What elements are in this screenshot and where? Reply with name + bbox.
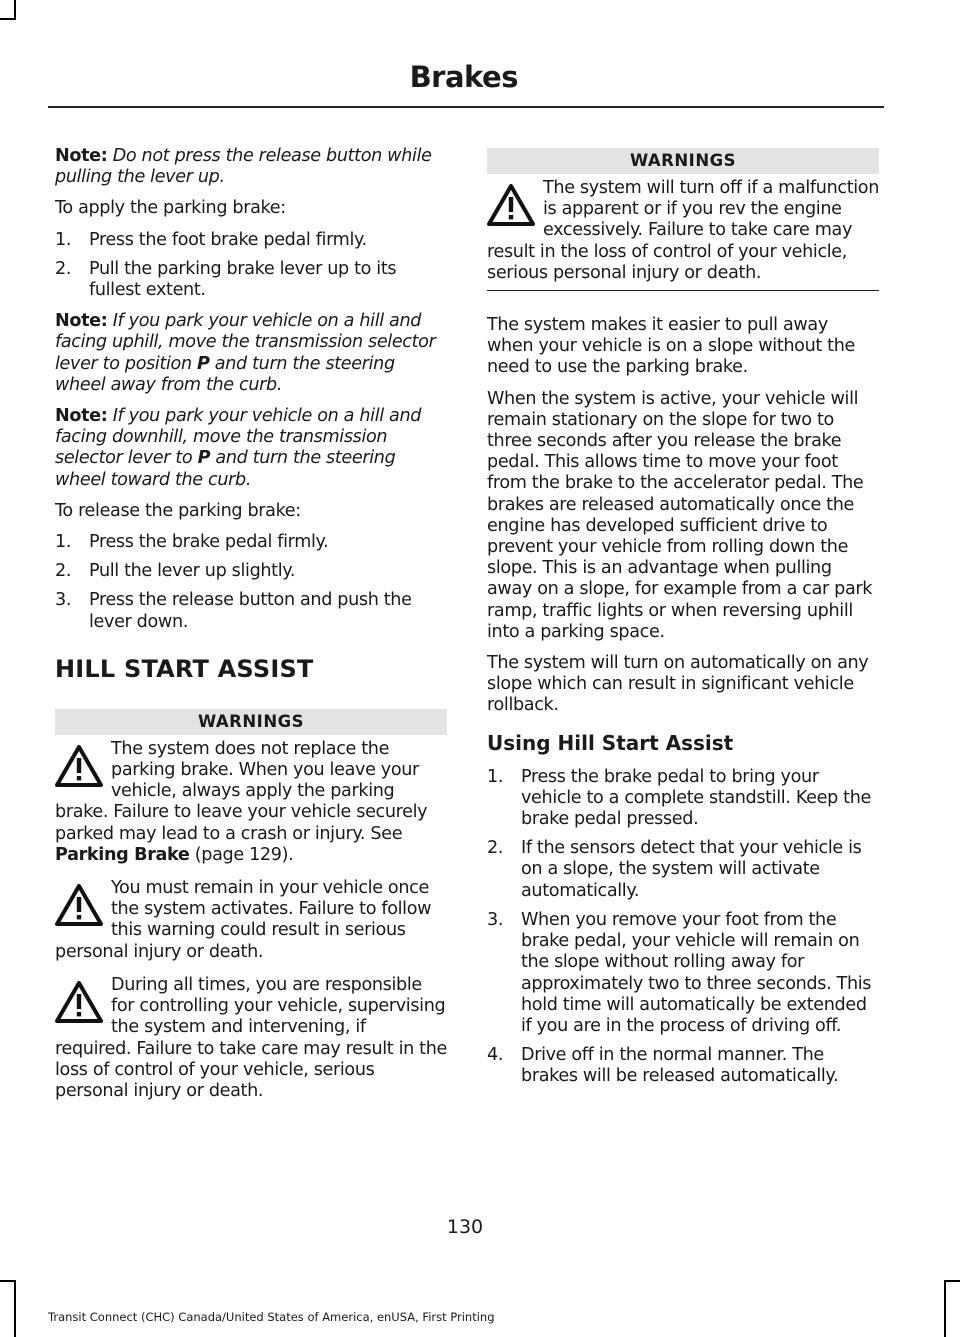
apply-intro: To apply the parking brake: (55, 198, 286, 219)
page-number: 130 (446, 1216, 484, 1238)
cross-reference-link[interactable]: Parking Brake (page 129). (55, 844, 294, 865)
apply-steps (55, 230, 447, 302)
warning-triangle-icon (485, 180, 537, 230)
warnings-header: WARNINGS (55, 709, 447, 735)
paragraph: The system makes it easier to pull away when your vehicle is on a slope without the need to use the parking brake. (487, 315, 856, 378)
list-item: 2. Pull the lever up slightly. (55, 561, 296, 582)
release-intro: To release the parking brake: (55, 500, 301, 521)
crop-mark (14, 0, 16, 20)
left-column (55, 146, 447, 1114)
warnings-header: WARNINGS (487, 148, 879, 174)
crop-mark (14, 1280, 16, 1337)
warning-block: You must remain in your vehicle once the system activates. Failure to follow this warning could result in serious personal injury or death. (55, 878, 432, 962)
warning-block: The system does not replace the parking brake. When you leave your vehicle, always apply the parking brake. Failure to leave your vehicle securely parked may lead to a crash or injury. See Parking Brake (page 129). (55, 738, 428, 865)
release-steps (55, 532, 447, 633)
crop-mark (0, 1280, 16, 1282)
crop-mark (944, 1280, 946, 1337)
warning-triangle-icon (53, 741, 105, 791)
page-title: Brakes (409, 60, 518, 94)
right-column (487, 148, 879, 1098)
list-item: 2. If the sensors detect that your vehicle is on a slope, the system will activate automatically. (487, 838, 862, 901)
crop-mark (0, 18, 16, 20)
hill-start-steps (487, 767, 879, 1088)
subheading: Using Hill Start Assist (487, 730, 734, 755)
warning-divider (487, 290, 879, 291)
note: Note: If you park your vehicle on a hill and facing uphill, move the transmission selector lever to position P and turn the steering wheel away from the curb. (55, 311, 436, 395)
header-divider (48, 106, 884, 108)
list-item: 1. Press the brake pedal to bring your vehicle to a complete standstill. Keep the brake pedal pressed. (487, 766, 871, 830)
list-item: 1. Press the brake pedal firmly. (55, 532, 329, 553)
list-item: 3. Press the release button and push the lever down. (55, 590, 412, 632)
list-item: 1. Press the foot brake pedal firmly. (55, 229, 367, 250)
warning-triangle-icon (53, 977, 105, 1027)
list-item: 2. Pull the parking brake lever up to its fullest extent. (55, 258, 397, 301)
warning-block: The system will turn off if a malfunction is apparent or if you rev the engine excessively. Failure to take care may result in the loss of control of your vehicle, serious personal injury or death. (487, 178, 879, 283)
list-item: 4. Drive off in the normal manner. The brakes will be released automatically. (487, 1045, 839, 1087)
note: Note: Do not press the release button while pulling the lever up. (55, 146, 432, 188)
section-heading: HILL START ASSIST (55, 654, 314, 683)
warning-block: During all times, you are responsible for controlling your vehicle, supervising the system and intervening, if required. Failure to take care may result in the loss of control of your vehicle, serious personal injury or death. (55, 974, 448, 1101)
paragraph: The system will turn on automatically on any slope which can result in significant vehicle rollback. (487, 653, 869, 716)
paragraph: When the system is active, your vehicle will remain stationary on the slope for two to three seconds after you release the brake pedal. This allows time to move your foot from the brake to the accelerator pedal. The brakes are released automatically once the engine has developed sufficient drive to prevent your vehicle from rolling down the slope. This is an advantage when pulling away on a slope, for example from a car park ramp, traffic lights or when reversing uphill into a parking space. (487, 388, 873, 642)
note: Note: If you park your vehicle on a hill and facing downhill, move the transmission selector lever to P and turn the steering wheel toward the curb. (55, 406, 422, 490)
crop-mark (944, 1280, 960, 1282)
warning-triangle-icon (53, 880, 105, 930)
footer-text: Transit Connect (CHC) Canada/United States of America, enUSA, First Printing (48, 1310, 495, 1324)
list-item: 3. When you remove your foot from the brake pedal, your vehicle will remain on the slope without rolling away for approximately two to three seconds. This hold time will automatically be extended if you are in the process of driving off. (487, 909, 872, 1036)
